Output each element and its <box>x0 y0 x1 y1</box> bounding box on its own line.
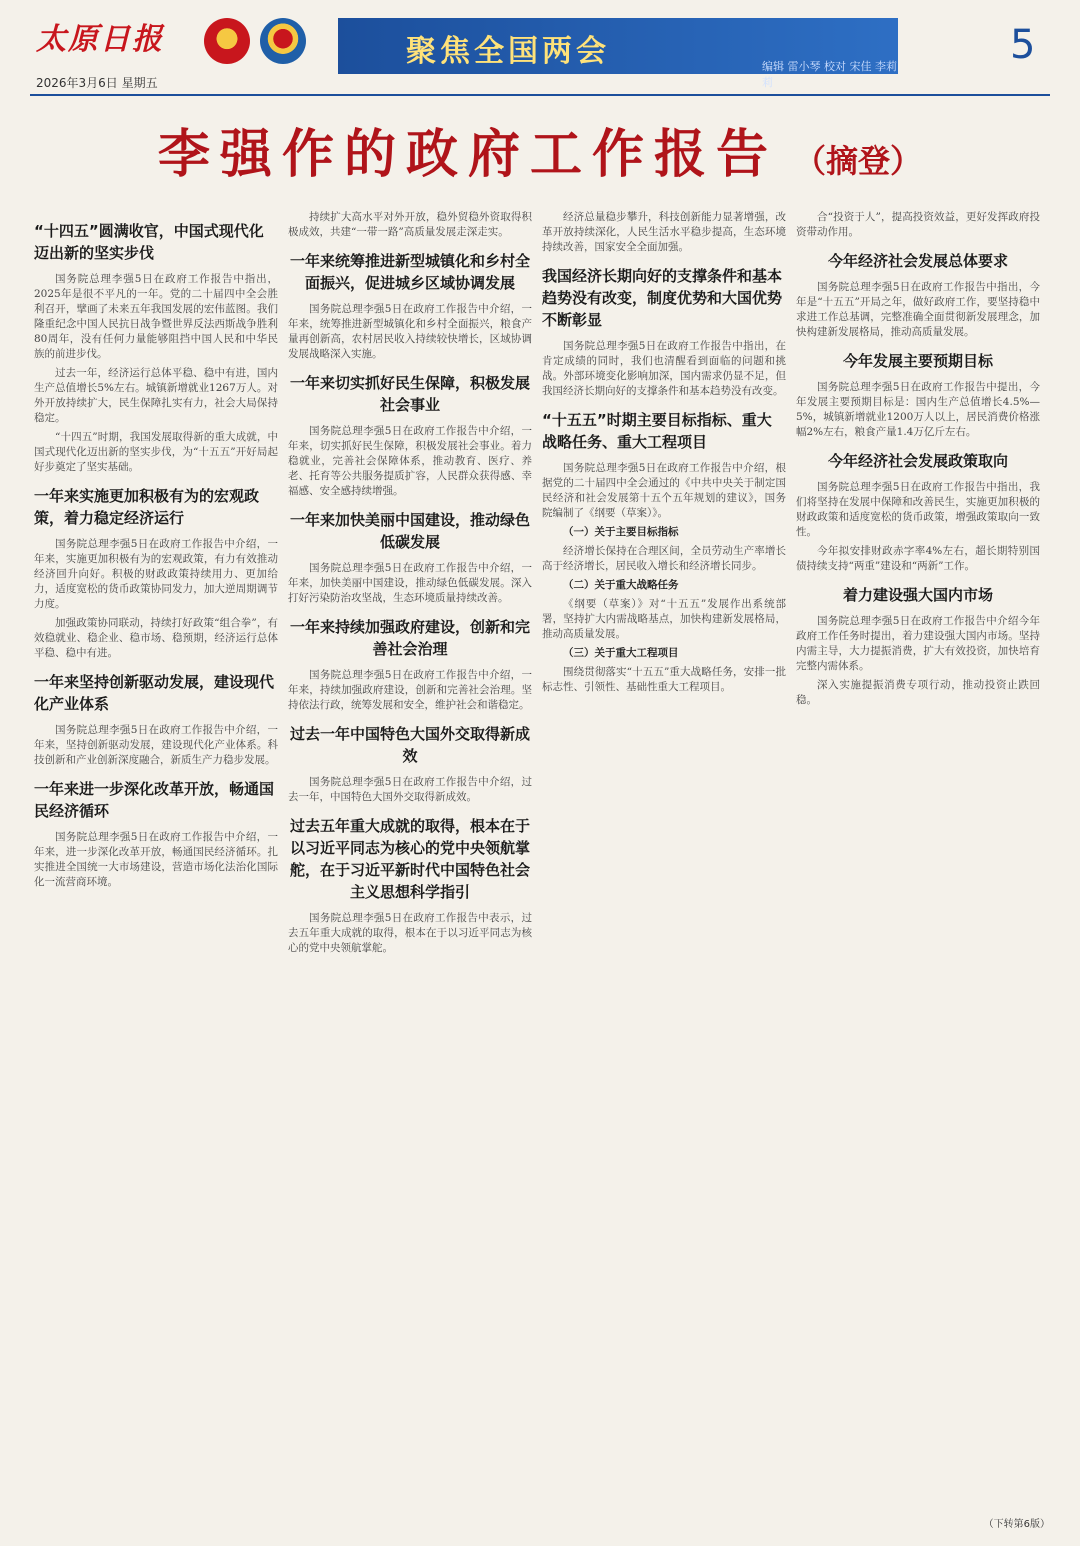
cppcc-emblem-icon <box>260 18 306 64</box>
headline <box>0 112 1080 192</box>
section-heading: 一年来坚持创新驱动发展，建设现代化产业体系 <box>34 673 275 713</box>
subheading: （二）关于重大战略任务 <box>563 579 679 591</box>
section-heading: 过去一年中国特色大国外交取得新成效 <box>289 725 530 765</box>
subheading: （一）关于主要目标指标 <box>563 526 679 538</box>
paragraph: 国务院总理李强5日在政府工作报告中介绍，一年来，进一步深化改革开放，畅通国民经济循环。扎实推进全国统一大市场建设，营造市场化法治化国际化一流营商环境。 <box>34 831 278 888</box>
section-heading: 着力建设强大国内市场 <box>842 586 993 604</box>
paragraph: 国务院总理李强5日在政府工作报告中介绍今年政府工作任务时提出，着力建设强大国内市场。坚持内需主导，大力提振消费，扩大有效投资，加快培育完整内需体系。 <box>796 615 1040 672</box>
section-heading: 过去五年重大成就的取得，根本在于以习近平同志为核心的党中央领航掌舵，在于习近平新时代中国特色社会主义思想科学指引 <box>289 817 530 901</box>
paragraph: 《纲要（草案）》对“十五五”发展作出系统部署，坚持扩大内需战略基点，加快构建新发展格局，推动高质量发展。 <box>542 598 786 640</box>
section-heading: 一年来实施更加积极有为的宏观政策，着力稳定经济运行 <box>34 487 260 527</box>
section-title: 聚焦全国两会 <box>406 34 610 69</box>
paragraph: 国务院总理李强5日在政府工作报告中提出，今年发展主要预期目标是：国内生产总值增长4.5%—5%，城镇新增就业1200万人以上，居民消费价格涨幅2%左右，粮食产量1.4万亿斤左右。 <box>796 381 1040 438</box>
section-heading: 我国经济长期向好的支撑条件和基本趋势没有改变，制度优势和大国优势不断彰显 <box>542 267 783 329</box>
continued-note: （下转第6版） <box>983 1519 1050 1530</box>
section-heading: 一年来统筹推进新型城镇化和乡村全面振兴，促进城乡区域协调发展 <box>289 252 530 292</box>
page-number: 5 <box>1010 22 1036 68</box>
subheading: （三）关于重大工程项目 <box>563 647 679 659</box>
paragraph: 国务院总理李强5日在政府工作报告中介绍，一年来，切实抓好民生保障，积极发展社会事业。着力稳就业，完善社会保障体系，推动教育、医疗、养老、托育等公共服务提质扩容，人民群众获得感、幸福感、安全感持续增强。 <box>288 425 532 497</box>
section-heading: 一年来持续加强政府建设，创新和完善社会治理 <box>289 618 530 658</box>
column-2 <box>288 210 532 1535</box>
paragraph: 国务院总理李强5日在政府工作报告中介绍，一年来，加快美丽中国建设，推动绿色低碳发展。深入打好污染防治攻坚战，生态环境质量持续改善。 <box>288 562 532 604</box>
paragraph: 合“投资于人”，提高投资效益，更好发挥政府投资带动作用。 <box>796 211 1040 238</box>
column-4 <box>796 210 1040 1535</box>
column-3 <box>542 210 786 1535</box>
paragraph: 围绕贯彻落实“十五五”重大战略任务，安排一批标志性、引领性、基础性重大工程项目。 <box>542 666 786 693</box>
paragraph: 加强政策协同联动，持续打好政策“组合拳”，有效稳就业、稳企业、稳市场、稳预期，经济运行总体平稳、稳中有进。 <box>34 617 278 659</box>
header-rule <box>30 94 1050 96</box>
paragraph: 国务院总理李强5日在政府工作报告中指出，我们将坚持在发展中保障和改善民生，实施更加积极的财政政策和适度宽松的货币政策，增强政策取向一致性。 <box>796 481 1040 538</box>
paragraph: 国务院总理李强5日在政府工作报告中介绍，一年来，坚持创新驱动发展，建设现代化产业体系。科技创新和产业创新深度融合，新质生产力稳步发展。 <box>34 724 278 766</box>
emblems <box>204 18 324 68</box>
paragraph: 持续扩大高水平对外开放，稳外贸稳外资取得积极成效，共建“一带一路”高质量发展走深走实。 <box>288 211 532 238</box>
section-heading: “十五五”时期主要目标指标、重大战略任务、重大工程项目 <box>542 411 772 451</box>
editors-credit: 编辑 雷小琴 校对 宋佳 李莉莉 <box>762 60 897 89</box>
national-emblem-icon <box>204 18 250 64</box>
column-1 <box>34 210 278 1535</box>
paragraph: 国务院总理李强5日在政府工作报告中介绍，一年来，持续加强政府建设，创新和完善社会治理。坚持依法行政，统筹发展和安全，维护社会和谐稳定。 <box>288 669 532 711</box>
section-banner <box>338 18 898 89</box>
paragraph: 国务院总理李强5日在政府工作报告中介绍，过去一年，中国特色大国外交取得新成效。 <box>288 776 532 803</box>
paragraph: 国务院总理李强5日在政府工作报告中指出，2025年是很不平凡的一年。党的二十届四中全会胜利召开，擘画了未来五年我国发展的宏伟蓝图。我们隆重纪念中国人民抗日战争暨世界反法西斯战争胜利80周年，没有任何力量能够阻挡中国人民和中华民族的前进步伐。 <box>34 273 278 360</box>
paragraph: 国务院总理李强5日在政府工作报告中指出，今年是“十五五”开局之年，做好政府工作，要坚持稳中求进工作总基调，完整准确全面贯彻新发展理念，加快构建新发展格局，推动高质量发展。 <box>796 281 1040 338</box>
newspaper-logo: 太原日报 <box>36 22 164 57</box>
section-heading: 今年经济社会发展总体要求 <box>827 252 1008 270</box>
section-heading: 一年来加快美丽中国建设，推动绿色低碳发展 <box>289 511 530 551</box>
headline-title: 李强作的政府工作报告 <box>157 125 778 185</box>
paragraph: 国务院总理李强5日在政府工作报告中介绍，一年来，实施更加积极有为的宏观政策，有力有效推动经济回升向好。积极的财政政策持续用力、更加给力，适度宽松的货币政策协同发力，加大逆周期调节力度。 <box>34 538 278 610</box>
paragraph: 深入实施提振消费专项行动，推动投资止跌回稳。 <box>796 679 1040 706</box>
paragraph: 过去一年，经济运行总体平稳、稳中有进，国内生产总值增长5%左右。城镇新增就业1267万人。对外开放持续扩大，民生保障扎实有力，社会大局保持稳定。 <box>34 367 278 424</box>
paragraph: “十四五”时期，我国发展取得新的重大成就，中国式现代化迈出新的坚实步伐，为“十五五”开好局起好步奠定了坚实基础。 <box>34 431 278 473</box>
masthead <box>0 0 1080 92</box>
paragraph: 国务院总理李强5日在政府工作报告中表示，过去五年重大成就的取得，根本在于以习近平同志为核心的党中央领航掌舵。 <box>288 912 532 954</box>
paragraph: 国务院总理李强5日在政府工作报告中介绍，一年来，统筹推进新型城镇化和乡村全面振兴，粮食产量再创新高，农村居民收入持续较快增长，区域协调发展战略深入实施。 <box>288 303 532 360</box>
paragraph: 今年拟安排财政赤字率4%左右，超长期特别国债持续支持“两重”建设和“两新”工作。 <box>796 545 1040 572</box>
section-heading: 一年来切实抓好民生保障，积极发展社会事业 <box>289 374 530 414</box>
dateline: 2026年3月6日 星期五 <box>36 76 158 90</box>
section-heading: 今年经济社会发展政策取向 <box>827 452 1008 470</box>
paragraph: 经济总量稳步攀升，科技创新能力显著增强，改革开放持续深化，人民生活水平稳步提高，生态环境持续改善，国家安全全面加强。 <box>542 211 786 253</box>
paragraph: 国务院总理李强5日在政府工作报告中指出，在肯定成绩的同时，我们也清醒看到面临的问题和挑战。外部环境变化影响加深，国内需求仍显不足，但我国经济长期向好的支撑条件和基本趋势没有改变。 <box>542 340 786 397</box>
section-heading: 一年来进一步深化改革开放，畅通国民经济循环 <box>34 780 275 820</box>
headline-subtitle: （摘登） <box>794 142 923 180</box>
paragraph: 经济增长保持在合理区间，全员劳动生产率增长高于经济增长，居民收入增长和经济增长同步。 <box>542 545 786 572</box>
section-heading: 今年发展主要预期目标 <box>842 352 993 370</box>
section-heading: “十四五”圆满收官，中国式现代化迈出新的坚实步伐 <box>34 222 264 262</box>
paragraph: 国务院总理李强5日在政府工作报告中介绍，根据党的二十届四中全会通过的《中共中央关于制定国民经济和社会发展第十五个五年规划的建议》，国务院编制了《纲要（草案）》。 <box>542 462 786 519</box>
